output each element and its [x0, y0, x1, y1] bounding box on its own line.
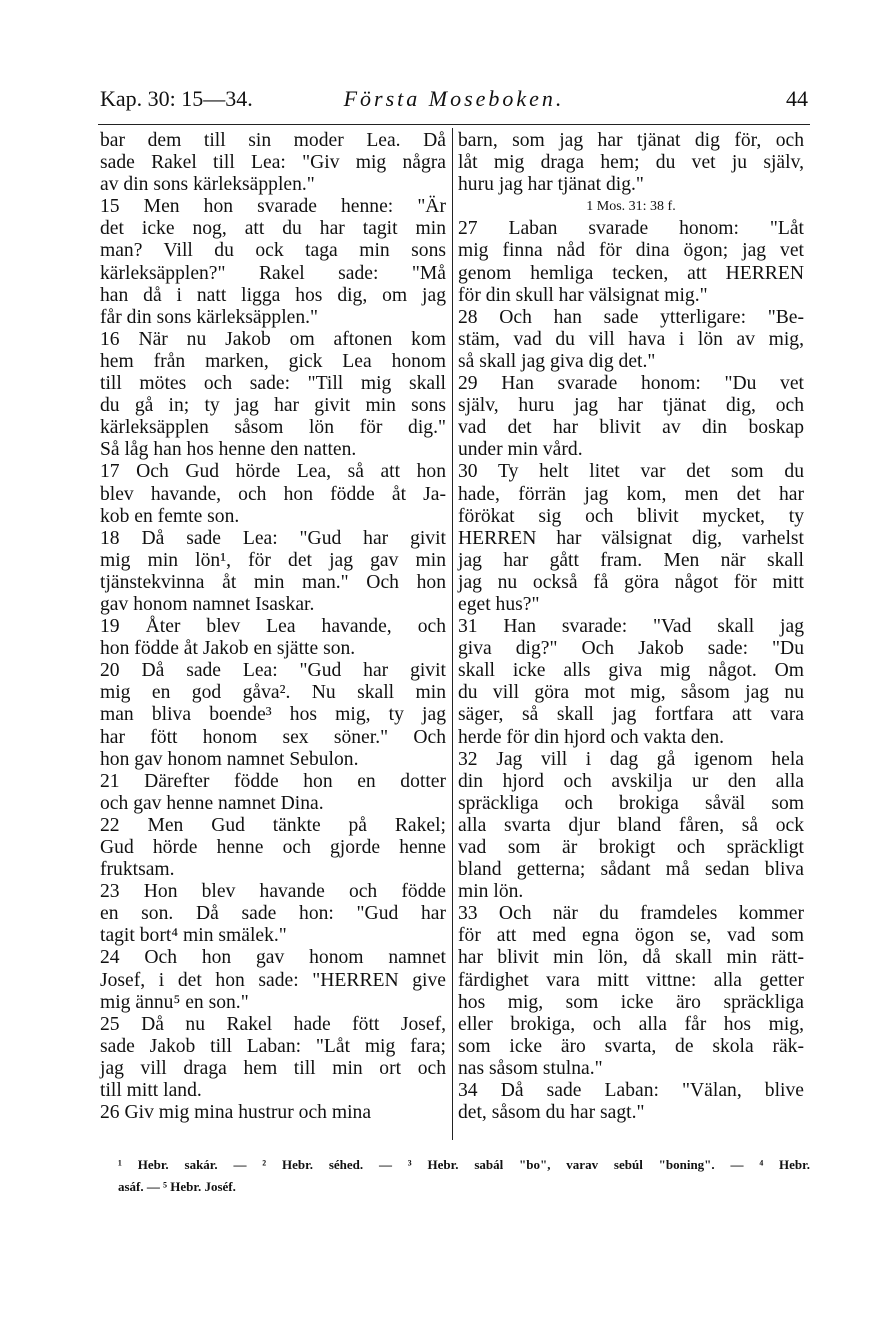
text-line: hade, förrän jag kom, men det har: [458, 483, 804, 505]
text-line: jag nu också få göra något för mitt: [458, 571, 804, 593]
text-line: en son. Då sade hon: "Gud har: [100, 903, 446, 925]
text-line: 28 Och han sade ytterligare: "Be-: [458, 306, 804, 328]
text-line: 32 Jag vill i dag gå igenom hela: [458, 748, 804, 770]
footnote-line: asáf. — ⁵ Hebr. Joséf.: [118, 1179, 236, 1195]
text-line: mig en god gåva². Nu skall min: [100, 682, 446, 704]
text-line: till mötes och sade: "Till mig skall: [100, 373, 446, 395]
book-title: Första Moseboken.: [343, 86, 565, 111]
footnote-line: ¹ Hebr. sakár. — ² Hebr. séhed. — ³ Hebr. sabál "bo", varav sebúl "boning". — ⁴ Hebr.: [118, 1157, 810, 1172]
text-line: huru jag har tjänat dig.": [458, 174, 644, 196]
text-line: och gav henne namnet Dina.: [100, 792, 324, 814]
text-line: 23 Hon blev havande och födde: [100, 881, 446, 903]
text-line: 19 Åter blev Lea havande, och: [100, 616, 446, 638]
text-line: under min vård.: [458, 439, 583, 461]
text-line: till mitt land.: [100, 1080, 202, 1102]
text-line: själv, huru jag har tjänat dig, och: [458, 395, 804, 417]
text-line: kärleksäpplen såsom lön för dig.": [100, 417, 446, 439]
text-line: sade Rakel till Lea: "Giv mig några: [100, 152, 446, 174]
text-line: har blivit min lön, då skall min rätt-: [458, 947, 804, 969]
text-line: jag vill draga hem till min ort och: [100, 1057, 446, 1079]
text-line: nas såsom stulna.": [458, 1057, 603, 1079]
text-line: barn, som jag har tjänat dig för, och: [458, 130, 804, 151]
text-line: Så låg han hos henne den natten.: [100, 439, 357, 461]
text-line: 20 Då sade Lea: "Gud har givit: [100, 660, 446, 682]
text-line: 17 Och Gud hörde Lea, så att hon: [100, 461, 446, 483]
text-line: säger, så skall jag fortfara att vara: [458, 704, 804, 726]
text-line: kob en femte son.: [100, 505, 240, 527]
text-line: du gå in; ty jag har givit min sons: [100, 395, 446, 417]
text-line: för att med egna ögon se, vad som: [458, 925, 804, 947]
page-header: [100, 86, 808, 120]
left-column: [100, 130, 446, 1124]
text-line: hon gav honom namnet Sebulon.: [100, 748, 359, 770]
text-line: vad det har blivit av din boskap: [458, 417, 804, 439]
text-line: 15 Men hon svarade henne: "Är: [100, 196, 446, 218]
text-line: giva dig?" Och Jakob sade: "Du: [458, 638, 804, 660]
text-line: stäm, vad du vill hava i lön av mig,: [458, 328, 804, 350]
text-line: 18 Då sade Lea: "Gud har givit: [100, 527, 446, 549]
text-line: mig finna nåd för dina ögon; jag vet: [458, 240, 804, 262]
text-line: 25 Då nu Rakel hade fött Josef,: [100, 1013, 446, 1035]
text-line: 34 Då sade Laban: "Välan, blive: [458, 1080, 804, 1102]
header-rule: [98, 124, 810, 125]
text-line: hos mig, som icke äro spräckliga: [458, 991, 804, 1013]
text-line: Josef, i det hon sade: "HERREN give: [100, 969, 446, 991]
text-line: bland getterna; sådant må sedan bliva: [458, 859, 804, 881]
text-line: tagit bort⁴ min smälek.": [100, 925, 287, 947]
text-line: du vill göra mot mig, såsom jag nu: [458, 682, 804, 704]
text-line: förökat sig och blivit mycket, ty: [458, 505, 804, 527]
text-line: mig min lön¹, för det jag gav min: [100, 549, 446, 571]
text-line: bar dem till sin moder Lea. Då: [100, 130, 446, 151]
text-line: av din sons kärleksäpplen.": [100, 174, 315, 196]
text-line: tjänstekvinna åt min man." Och hon: [100, 571, 446, 593]
text-line: din hjord och avskilja ur den alla: [458, 770, 804, 792]
text-line: 26 Giv mig mina hustrur och mina: [100, 1102, 372, 1124]
column-divider: [452, 128, 453, 1140]
text-line: 16 När nu Jakob om aftonen kom: [100, 328, 446, 350]
text-line: eller brokiga, och alla får hos mig,: [458, 1013, 804, 1035]
text-line: han då i natt ligga hos dig, om jag: [100, 284, 446, 306]
footnotes: [118, 1156, 810, 1200]
text-line: mig ännu⁵ en son.": [100, 991, 249, 1013]
text-line: spräckliga och brokiga såväl som: [458, 792, 804, 814]
text-line: hon födde åt Jakob en sjätte son.: [100, 638, 356, 660]
text-line: för din skull har välsignat mig.": [458, 284, 708, 306]
text-line: vad som är brokigt och spräckligt: [458, 837, 804, 858]
text-line: 27 Laban svarade honom: "Låt: [458, 218, 804, 240]
text-line: 30 Ty helt litet var det som du: [458, 461, 804, 483]
text-line: gav honom namnet Isaskar.: [100, 593, 315, 615]
text-line: färdighet vara mitt vittne: alla getter: [458, 969, 804, 991]
text-line: som icke äro svarta, de skola räk-: [458, 1035, 804, 1057]
text-line: fruktsam.: [100, 859, 175, 881]
text-line: man? Vill du ock taga min sons: [100, 240, 446, 262]
right-column: [458, 130, 804, 1124]
text-line: 31 Han svarade: "Vad skall jag: [458, 616, 804, 638]
text-line: eget hus?": [458, 593, 540, 615]
text-line: har fött honom sex söner." Och: [100, 726, 446, 748]
text-line: HERREN har välsignat dig, varhelst: [458, 527, 804, 549]
text-line: alla svarta djur bland fåren, så ock: [458, 814, 804, 836]
text-line: det icke nog, att du har tagit min: [100, 218, 446, 240]
text-line: 21 Därefter födde hon en dotter: [100, 770, 446, 792]
page-number: 44: [786, 86, 808, 111]
text-line: så skall jag giva dig det.": [458, 350, 656, 372]
text-line: sade Jakob till Laban: "Låt mig fara;: [100, 1035, 446, 1057]
chapter-reference: Kap. 30: 15—34.: [100, 86, 253, 111]
text-line: 24 Och hon gav honom namnet: [100, 947, 446, 969]
text-line: blev havande, och hon födde åt Ja-: [100, 483, 446, 505]
text-line: skall icke alls giva mig något. Om: [458, 660, 804, 682]
text-line: får din sons kärleksäpplen.": [100, 306, 319, 328]
text-line: låt mig draga hem; du vet ju själv,: [458, 152, 804, 174]
text-line: Gud hörde henne och gjorde henne: [100, 837, 446, 858]
text-line: det, såsom du har sagt.": [458, 1102, 645, 1124]
text-line: min lön.: [458, 881, 524, 903]
text-line: kärleksäpplen?" Rakel sade: "Må: [100, 262, 446, 284]
text-line: 29 Han svarade honom: "Du vet: [458, 373, 804, 395]
text-line: man bliva boende³ hos mig, ty jag: [100, 704, 446, 726]
text-line: herde för din hjord och vakta den.: [458, 726, 725, 748]
text-line: genom hemliga tecken, att HERREN: [458, 262, 804, 284]
text-line: jag har gått fram. Men när skall: [458, 549, 804, 571]
text-line: 33 Och när du framdeles kommer: [458, 903, 804, 925]
text-line: 1 Mos. 31: 38 f.: [586, 199, 676, 215]
text-line: hem från marken, gick Lea honom: [100, 350, 446, 372]
text-line: 22 Men Gud tänkte på Rakel;: [100, 814, 446, 836]
